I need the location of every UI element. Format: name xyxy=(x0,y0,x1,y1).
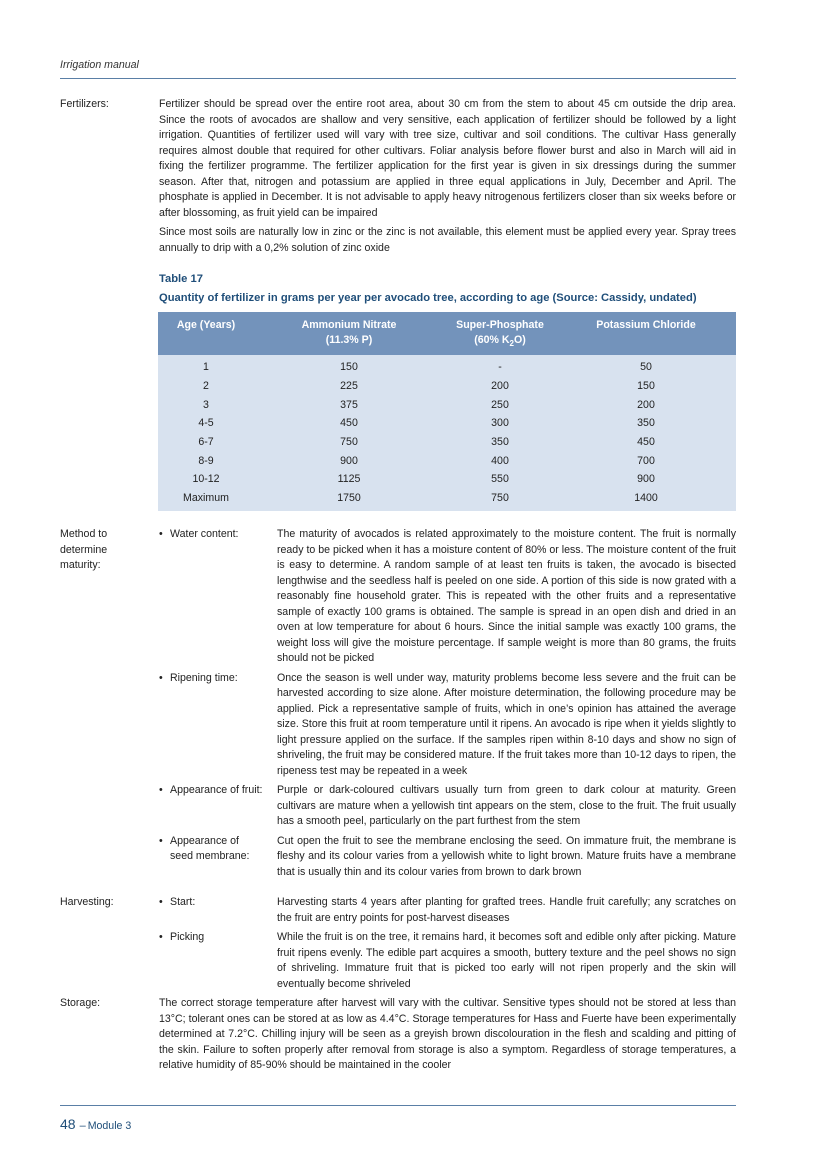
module-label: Module 3 xyxy=(87,1120,132,1132)
col-header-age: Age (Years) xyxy=(158,312,254,355)
list-item: • Appearance of seed membrane: Cut open the fruit to see the membrane enclosing the seed. On immature fruit, the membrane is fleshy and its colour varies from a yellowish white to light brown. Mature fruits have a membrane that is usually thin and its colour varies from brown to dark brown xyxy=(159,834,736,878)
list-item: • Appearance of fruit: Purple or dark-coloured cultivars usually turn from green to dark colour at maturity. Green cultivars are mature when a yellowish tint appears on the stem, close to the fruit. The fruit usually has a smooth peel, particularly on the part furthest from the stem xyxy=(159,784,736,827)
table-row: 3 375 250 200 xyxy=(158,396,736,415)
table-header-row xyxy=(158,312,736,355)
running-header: Irrigation manual xyxy=(60,59,139,71)
table-row: 1 150 - 50 xyxy=(158,355,736,377)
col-header-super-phosphate: Super-Phosphate (60% $K_2O$) xyxy=(444,312,556,355)
section-label: Fertilizers: xyxy=(60,98,109,110)
table-caption: Quantity of fertilizer in grams per year per avocado tree, according to age (Source: Cassidy, undated) xyxy=(159,292,697,304)
col-header-ammonium-nitrate: Ammonium Nitrate (11.3% P) xyxy=(254,312,444,355)
harvesting-section xyxy=(60,895,736,992)
section-label: Method to determine maturity: xyxy=(60,528,108,571)
zinc-paragraph: Since most soils are naturally low in zinc or the zinc is not available, this element must be applied every year. Spray trees annually to drip with a 0,2% solution of zinc oxide xyxy=(159,226,736,254)
col-header-potassium-chloride: Potassium Chloride xyxy=(556,312,736,355)
fertilizers-section xyxy=(60,97,736,256)
list-item: • Ripening time: Once the season is well under way, maturity problems become less severe and the fruit can be harvested according to size alone. After moisture determination, the following procedure may be applied. Pick a representative sample of fruits, which in one’s opinion has attained the average size. Store this fruit at room temperature until it ripens. An avocado is ripe when it yields slightly to light pressure applied on the surface. If the samples ripen within 8-10 days and show no sign of shriveling, the fruit may be considered mature. If the fruit takes more than 10-12 days to ripen, the ripeness test may be repeated in a week xyxy=(159,671,736,777)
storage-section xyxy=(60,996,736,1074)
table-row: 8-9 900 400 700 xyxy=(158,452,736,471)
table-row: 6-7 750 350 450 xyxy=(158,433,736,452)
table-row: 10-12 1125 550 900 xyxy=(158,471,736,490)
footer-rule xyxy=(60,1105,736,1106)
list-item: • Picking While the fruit is on the tree, it remains hard, it becomes soft and edible only after picking. Mature fruit ripens evenly. The edible part acquires a smooth, buttery texture and the peel shows no sign of shriveling. Immature fruit that is picked too early will not ripen properly and the skin will eventually become shriveled xyxy=(159,931,736,990)
header-rule xyxy=(60,78,736,79)
section-label: Harvesting: xyxy=(60,896,114,908)
storage-paragraph: The correct storage temperature after harvest will vary with the cultivar. Sensitive types should not be stored at less than 13°C; tolerant ones can be stored at as low as 4.4°C. Storage temperatures for Hass and Fuerte have been experimentally determined at 7.2°C. Chilling injury will be seen as a greyish brown discolouration in the flesh and scalding and pitting of the skin. Failure to soften properly after removal from storage is also a symptom. Regardless of storage temperatures, a relative humidity of 85-90% should be maintained in the cooler xyxy=(159,997,736,1071)
fertilizers-paragraph: Fertilizer should be spread over the entire root area, about 30 cm from the stem to about 45 cm outside the drip area. Since the roots of avocados are shallow and very sensitive, each application of fertilizer should be followed by a light irrigation. Quantities of fertilizer used will vary with tree size, cultivar and soil conditions. The cultivar Hass generally requires almost double that required for other cultivars. Foliar analysis before flower burst and also in March will aid in fixing the fertilizer programme. The fertilizer application for the first year is given in six dressings during the summer season. After that, nitrogen and potassium are applied in three equal applications in July, December and April. The phosphate is applied in December. It is not advisable to apply heavy nitrogenous fertilizers closer than six weeks before or after blossoming, as fruit yield can be impaired xyxy=(159,98,736,219)
page-number: 48 xyxy=(60,1116,76,1132)
table-row: Maximum 1750 750 1400 xyxy=(158,489,736,511)
table-title: Table 17 xyxy=(159,273,203,285)
page-footer: 48 – Module 3 xyxy=(60,1116,132,1132)
section-label: Storage: xyxy=(60,997,101,1009)
maturity-section xyxy=(60,527,736,880)
fertilizer-table xyxy=(158,312,736,511)
list-item: • Water content: The maturity of avocados is related approximately to the moisture content. The fruit is normally ready to be picked when it has a moisture content of 80% or less. The moisture content of the fruit is easy to determine. A random sample of at least ten fruits is taken, the avocado is bisected lengthwise and the seedless half is peeled on one side. A portion of this side is now grated with a reasonably fine household grater. This is repeated with the other fruits and a representative sample of exactly 100 grams is obtained. The sample is spread in an open dish and dried in an oven at low temperature for about 6 hours. Since the initial sample was exactly 100 grams, the weight loss will give the moisture percentage. If sample weight is more than 80 grams, the fruits should not be picked xyxy=(159,528,736,664)
table-row: 2 225 200 150 xyxy=(158,377,736,396)
table-row: 4-5 450 300 350 xyxy=(158,414,736,433)
list-item: • Start: Harvesting starts 4 years after planting for grafted trees. Handle fruit carefully; any scratches on the fruit are entry points for post-harvest diseases xyxy=(159,896,736,924)
